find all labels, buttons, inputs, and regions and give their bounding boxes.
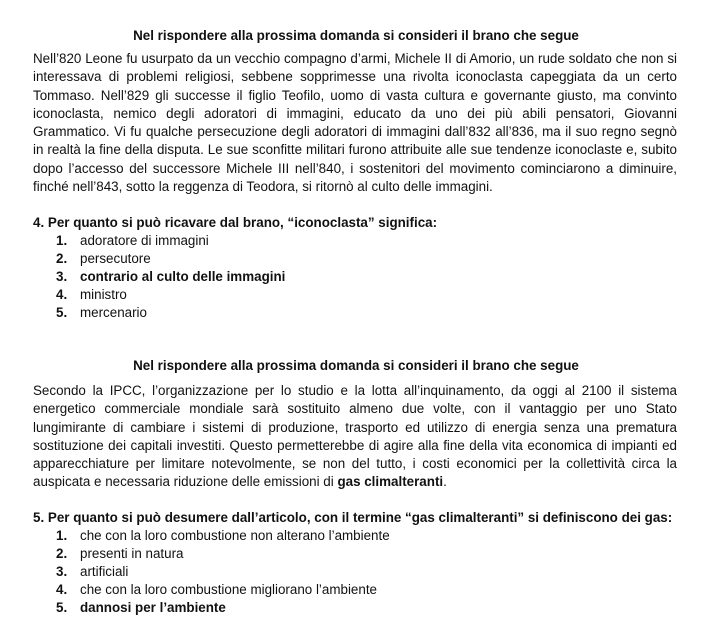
option-text: persecutore (80, 251, 151, 266)
option-item (56, 250, 285, 268)
option-text: presenti in natura (80, 546, 184, 561)
option-number: 3. (56, 564, 68, 579)
question-4: 4. Per quanto si può ricavare dal brano, “iconoclasta” significa: (33, 215, 438, 230)
option-number: 1. (56, 233, 68, 248)
question-5-options (56, 527, 390, 617)
option-number: 3. (56, 269, 68, 284)
option-text: ministro (80, 287, 127, 302)
question-5: 5. Per quanto si può desumere dall’articolo, con il termine “gas climalteranti” si definiscono dei gas: (33, 510, 673, 525)
option-text: che con la loro combustione non alterano l’ambiente (80, 528, 390, 543)
option-number: 5. (56, 600, 68, 615)
option-item (56, 581, 390, 599)
option-item (56, 527, 390, 545)
section2-passage-bold-term: gas climalteranti (337, 474, 444, 490)
section2-passage-end: . (443, 474, 447, 490)
option-text: dannosi per l’ambiente (80, 600, 226, 615)
option-text: artificiali (80, 564, 129, 579)
section2-passage-text: Secondo la IPCC, l’organizzazione per lo studio e la lotta all’inquinamento, da oggi al 2100 il sistema energetico commerciale mondiale sarà sostituito almeno due volte, con il vantaggio per uno Stato lungimirante di cambiare i sistemi di produzione, trasporto ed utilizzo di energia senza una prematura sostituzione dei capitali investiti. Questo permetterebbe di agire alla fine della vita economica di impianti ed apparecchiature per limitare notevolmente, se non del tutto, i costi economici per la collettività circa la auspicata e necessaria riduzione delle emissioni di (33, 383, 677, 490)
question-4-options (56, 232, 285, 322)
option-text: mercenario (80, 305, 147, 320)
section2-passage (33, 382, 677, 492)
option-number: 4. (56, 287, 68, 302)
option-number: 2. (56, 251, 68, 266)
option-number: 2. (56, 546, 68, 561)
option-item (56, 563, 390, 581)
option-item (56, 545, 390, 563)
option-item-correct (56, 268, 285, 286)
option-item (56, 304, 285, 322)
option-number: 1. (56, 528, 68, 543)
section1-heading: Nel rispondere alla prossima domanda si consideri il brano che segue (133, 28, 579, 43)
section1-passage: Nell’820 Leone fu usurpato da un vecchio compagno d’armi, Michele II di Amorio, un rude soldato che non si interessava di problemi religiosi, sebbene sopprimesse una rivolta iconoclasta capeggiata da un certo Tommaso. Nell’829 gli successe il figlio Teofilo, uomo di vasta cultura e governante giusto, ma convinto iconoclasta, nemico degli adoratori di immagini, educato da uno dei più abili pensatori, Giovanni Grammatico. Vi fu qualche persecuzione degli adoratori di immagini dall’832 all’836, ma il suo regno segnò in realtà la fine della disputa. Le sue sconfitte militari furono attribuite alle sue tendenze iconoclaste e, subito dopo l’accesso del successore Michele III nell’840, i sostenitori del movimento cominciarono a diminuire, finché nell’843, sotto la reggenza di Teodora, si ritornò al culto delle immagini. (33, 51, 677, 195)
option-number: 4. (56, 582, 68, 597)
section2-heading: Nel rispondere alla prossima domanda si consideri il brano che segue (133, 358, 579, 373)
option-text: che con la loro combustione migliorano l’ambiente (80, 582, 377, 597)
option-item-correct (56, 599, 390, 617)
option-item (56, 232, 285, 250)
option-text: adoratore di immagini (80, 233, 209, 248)
option-number: 5. (56, 305, 68, 320)
option-text: contrario al culto delle immagini (80, 269, 286, 284)
option-item (56, 286, 285, 304)
